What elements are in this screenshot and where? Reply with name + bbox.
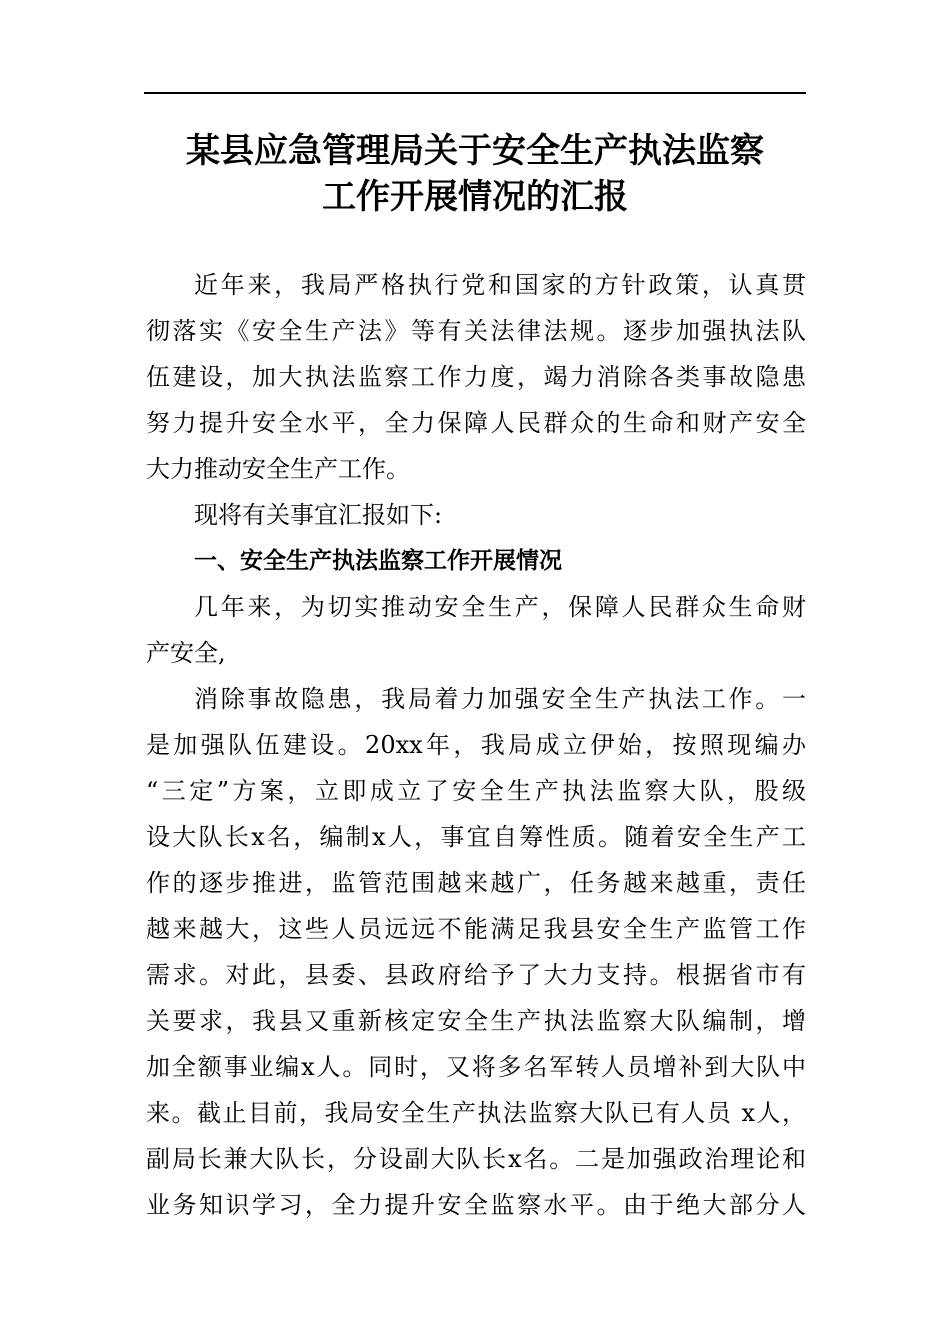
body-text-line: 几年来，为切实推动安全生产，保障人民群众生命财 xyxy=(194,593,806,621)
body-text-line: 伍建设，加大执法监察工作力度，竭力消除各类事故隐患 xyxy=(146,363,806,391)
body-text-line: “三定”方案，立即成立了安全生产执法监察大队，股级 xyxy=(146,777,806,805)
body-text-line: 是加强队伍建设。20xx年，我局成立伊始，按照现编办 xyxy=(146,731,806,759)
body-text-line: 需求。对此，县委、县政府给予了大力支持。根据省市有 xyxy=(146,961,806,989)
body-text-line: 加全额事业编x人。同时，又将多名军转人员增补到大队中 xyxy=(146,1053,806,1081)
header-rule xyxy=(144,92,806,94)
body-text-line: 彻落实《安全生产法》等有关法律法规。逐步加强执法队 xyxy=(146,317,806,345)
section-heading: 一、安全生产执法监察工作开展情况 xyxy=(194,548,562,574)
body-text-line: 来。截止目前，我局安全生产执法监察大队已有人员 x人， xyxy=(146,1099,806,1127)
body-text-line: 现将有关事宜汇报如下: xyxy=(194,501,443,529)
body-text-line: 关要求，我县又重新核定安全生产执法监察大队编制，增 xyxy=(146,1007,806,1035)
body-text-line: 副局长兼大队长，分设副大队长x名。二是加强政治理论和 xyxy=(146,1145,806,1173)
title-line-1: 某县应急管理局关于安全生产执法监察 xyxy=(186,131,764,171)
body-text-line: 努力提升安全水平，全力保障人民群众的生命和财产安全 xyxy=(146,409,806,437)
title-line-2: 工作开展情况的汇报 xyxy=(322,177,628,217)
body-text-line: 设大队长x名，编制x人，事宜自筹性质。随着安全生产工 xyxy=(146,823,806,851)
document-title xyxy=(120,128,830,220)
body-text-line: 近年来，我局严格执行党和国家的方针政策，认真贯 xyxy=(194,271,806,299)
body-text-line: 越来越大，这些人员远远不能满足我县安全生产监管工作 xyxy=(146,915,806,943)
body-text-line: 作的逐步推进，监管范围越来越广，任务越来越重，责任 xyxy=(146,869,806,897)
body-text-line: 产安全, xyxy=(146,639,226,667)
body-text-line: 业务知识学习，全力提升安全监察水平。由于绝大部分人 xyxy=(146,1191,806,1219)
document-body xyxy=(146,262,806,1228)
body-text-line: 大力推动安全生产工作。 xyxy=(146,455,410,483)
body-text-line: 消除事故隐患，我局着力加强安全生产执法工作。一 xyxy=(194,685,806,713)
